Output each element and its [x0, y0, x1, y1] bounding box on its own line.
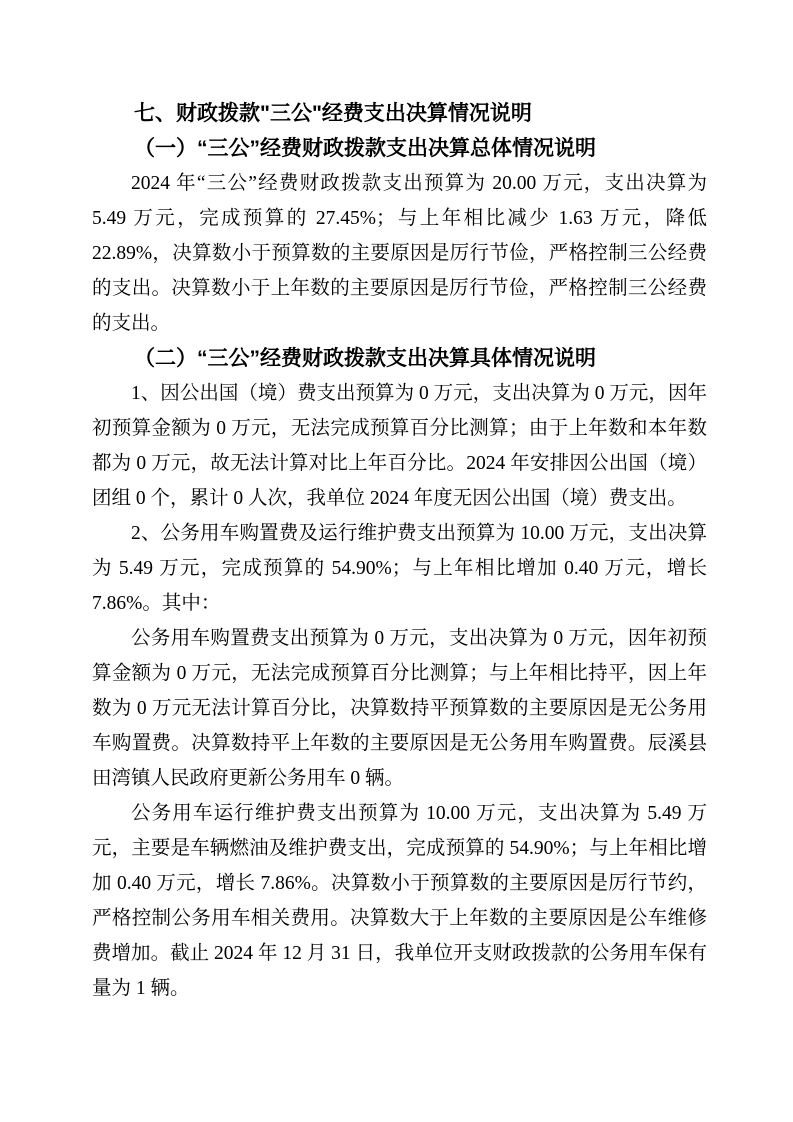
section-2-paragraph-1: 1、因公出国（境）费支出预算为 0 万元，支出决算为 0 万元，因年初预算金额为 0 万元，无法完成预算百分比测算；由于上年数和本年数都为 0 万元，故无法计算对比上年百分比。2024 年安排因公出国（境）团组 0 个，累计 0 人次，我单位 2024 年度无因公出国（境）费支出。 — [92, 383, 707, 509]
document-title: 七、财政拨款"三公"经费支出决算情况说明 — [134, 102, 532, 125]
section-2-paragraph-3: 公务用车购置费支出预算为 0 万元，支出决算为 0 万元，因年初预算金额为 0 万元，无法完成预算百分比测算；与上年相比持平，因上年数为 0 万元无法计算百分比，决算数持平预算数的主要原因是无公务用车购置费。决算数持平上年数的主要原因是无公务用车购置费。辰溪县田湾镇人民政府更新公务用车 0 辆。 — [92, 628, 707, 789]
section-1-paragraph-1: 2024 年“三公”经费财政拨款支出预算为 20.00 万元，支出决算为 5.49 万元，完成预算的 27.45%；与上年相比减少 1.63 万元，降低 22.89%，决算数小于预算数的主要原因是厉行节俭，严格控制三公经费的支出。决算数小于上年数的主要原因是厉行节俭，严格控制三公经费的支出。 — [92, 173, 707, 334]
section-2-paragraph-4: 公务用车运行维护费支出预算为 10.00 万元，支出决算为 5.49 万元，主要是车辆燃油及维护费支出，完成预算的 54.90%；与上年相比增加 0.40 万元，增长 7.86%。决算数小于预算数的主要原因是厉行节约，严格控制公务用车相关费用。决算数大于上年数的主要原因是公车维修费增加。截止 2024 年 12 月 31 日，我单位开支财政拨款的公务用车保有量为 1 辆。 — [92, 803, 707, 999]
section-2-paragraph-2: 2、公务用车购置费及运行维护费支出预算为 10.00 万元，支出决算为 5.49 万元，完成预算的 54.90%；与上年相比增加 0.40 万元，增长 7.86%。其中： — [92, 523, 707, 614]
section-2-heading: （二）“三公”经费财政拨款支出决算具体情况说明 — [134, 347, 596, 370]
section-1-heading: （一）“三公”经费财政拨款支出决算总体情况说明 — [134, 137, 596, 160]
